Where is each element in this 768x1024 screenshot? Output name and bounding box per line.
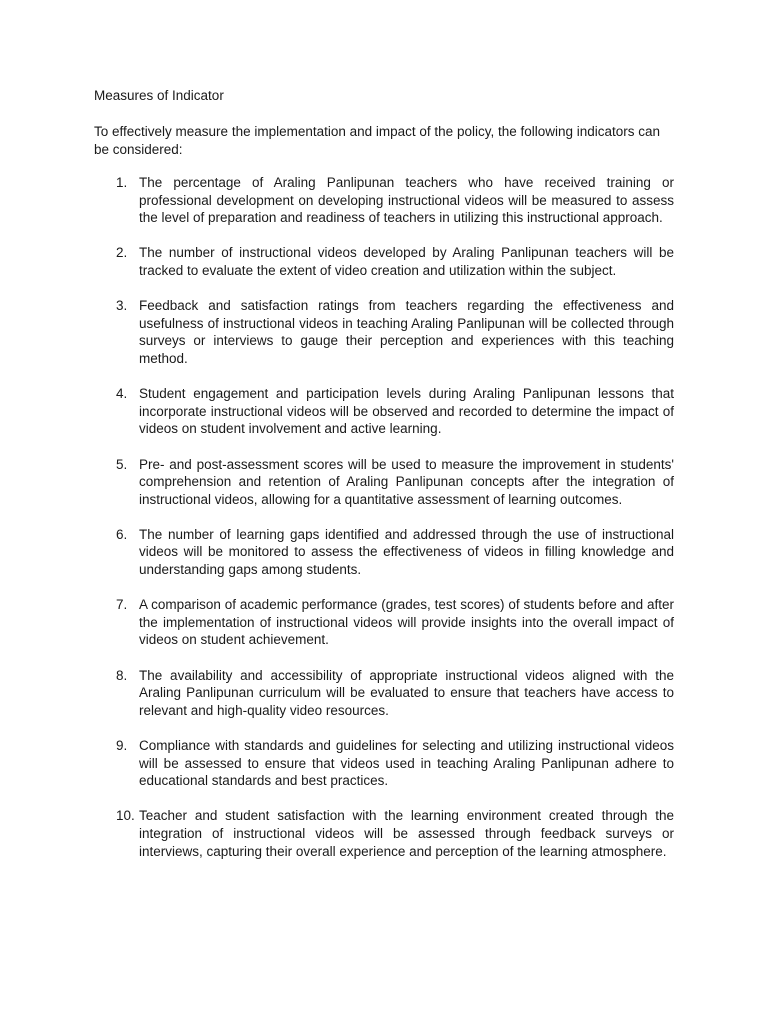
item-text: A comparison of academic performance (grades, test scores) of students before and after the implementation of instructional videos will provide insights into the overall impact of videos on student achievement. (139, 597, 674, 648)
indicator-item-10 (94, 807, 674, 860)
indicator-item-6 (94, 526, 674, 579)
item-number: 5. (116, 456, 128, 472)
indicator-item-3 (94, 297, 674, 367)
item-number: 8. (116, 667, 128, 683)
item-number: 4. (116, 386, 128, 402)
indicator-item-2 (94, 244, 674, 279)
indicator-item-7 (94, 596, 674, 649)
document-title: Measures of Indicator (94, 88, 224, 103)
indicator-item-1 (94, 174, 674, 227)
item-number: 10. (116, 808, 135, 824)
item-number: 7. (116, 597, 128, 613)
item-number: 6. (116, 526, 128, 542)
item-number: 3. (116, 298, 128, 314)
indicator-item-9 (94, 737, 674, 790)
indicator-item-5 (94, 456, 674, 509)
item-text: Student engagement and participation levels during Araling Panlipunan lessons that incorporate instructional videos will be observed and recorded to determine the impact of videos on student involvement and active learning. (139, 386, 674, 437)
item-text: Teacher and student satisfaction with the learning environment created through the integration of instructional videos will be assessed through feedback surveys or interviews, capturing their overall experience and perception of the learning atmosphere. (139, 808, 674, 859)
item-number: 1. (116, 175, 128, 190)
item-text: The number of learning gaps identified and addressed through the use of instructional videos will be monitored to assess the effectiveness of videos in filling knowledge and understanding gaps among students. (139, 526, 674, 578)
item-text: Feedback and satisfaction ratings from teachers regarding the effectiveness and usefulness of instructional videos in teaching Araling Panlipunan will be collected through surveys or interviews to gauge their perception and experiences with this teaching method. (139, 298, 674, 366)
item-text: The percentage of Araling Panlipunan teachers who have received training or professional development on developing instructional videos will be measured to assess the level of preparation and readiness of teachers in utilizing this instructional approach. (139, 175, 674, 226)
item-number: 9. (116, 738, 128, 753)
item-number: 2. (116, 245, 128, 261)
indicator-list (94, 174, 674, 878)
item-text: The number of instructional videos developed by Araling Panlipunan teachers will be tracked to evaluate the extent of video creation and utilization within the subject. (139, 245, 674, 278)
item-text: The availability and accessibility of appropriate instructional videos aligned with the Araling Panlipunan curriculum will be evaluated to ensure that teachers have access to relevant and high-quality video resources. (139, 667, 674, 718)
item-text: Compliance with standards and guidelines for selecting and utilizing instructional videos will be assessed to ensure that videos used in teaching Araling Panlipunan adhere to educational standards and best practices. (139, 738, 674, 789)
indicator-item-4 (94, 385, 674, 438)
indicator-item-8 (94, 667, 674, 720)
intro-paragraph: To effectively measure the implementation and impact of the policy, the following indicators can be considered: (94, 124, 661, 157)
item-text: Pre- and post-assessment scores will be used to measure the improvement in students' comprehension and retention of Araling Panlipunan concepts after the integration of instructional videos, allowing for a quantitative assessment of learning outcomes. (139, 456, 674, 507)
